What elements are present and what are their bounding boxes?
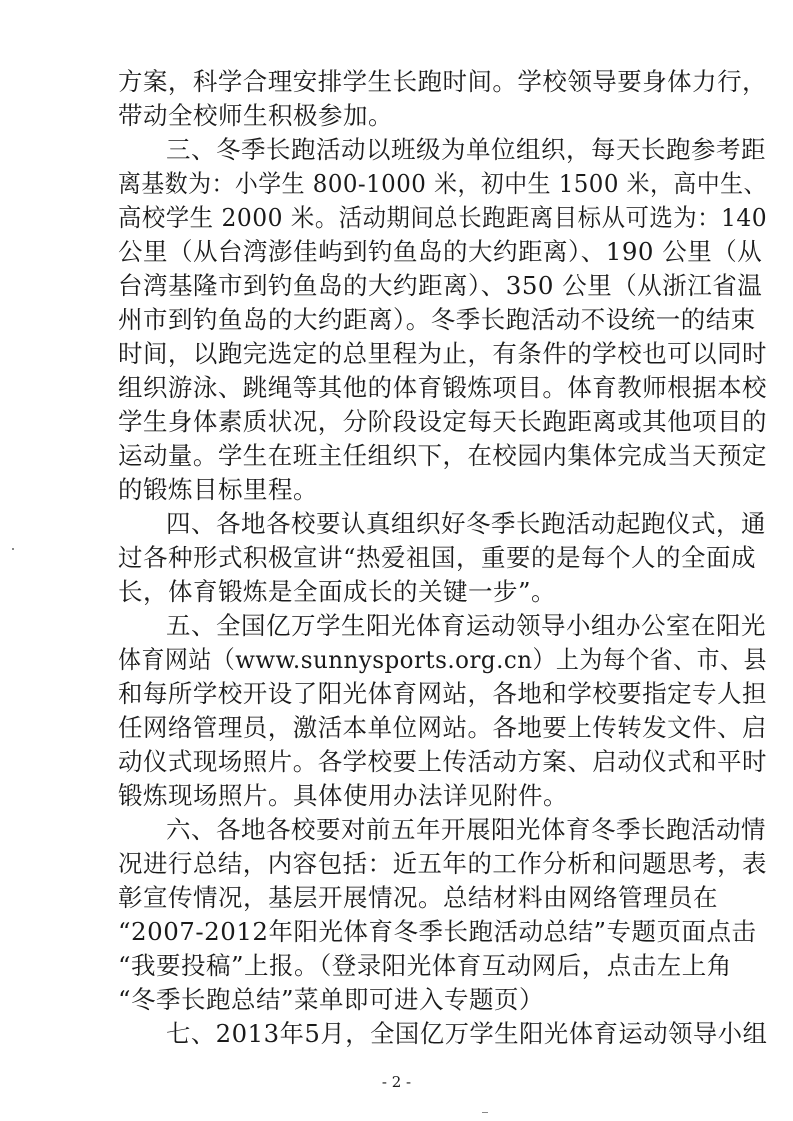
text-line: 锻炼现场照片。具体使用办法详见附件。	[118, 781, 568, 810]
text-line: 台湾基隆市到钓鱼岛的大约距离）、350 公里（从浙江省温	[118, 271, 763, 300]
text-line: “我要投稿”上报。（登录阳光体育互动网后，点击左上角	[118, 951, 732, 980]
text-line: 的锻炼目标里程。	[118, 475, 318, 504]
scan-speck	[482, 1112, 488, 1113]
text-line: 任网络管理员，激活本单位网站。各地要上传转发文件、启	[118, 713, 768, 742]
text-line: 七、2013年5月，全国亿万学生阳光体育运动领导小组	[166, 1019, 768, 1048]
text-line: 五、全国亿万学生阳光体育运动领导小组办公室在阳光	[166, 611, 766, 640]
text-line: 带动全校师生积极参加。	[118, 101, 393, 130]
text-line: 公里（从台湾澎佳屿到钓鱼岛的大约距离）、190 公里（从	[118, 237, 763, 266]
text-line: 三、冬季长跑活动以班级为单位组织，每天长跑参考距	[166, 135, 766, 164]
text-line: 四、各地各校要认真组织好冬季长跑活动起跑仪式，通	[166, 509, 766, 538]
text-line: 州市到钓鱼岛的大约距离）。冬季长跑活动不设统一的结束	[118, 305, 756, 334]
text-line: 况进行总结，内容包括：近五年的工作分析和问题思考，表	[118, 849, 768, 878]
text-line: 六、各地各校要对前五年开展阳光体育冬季长跑活动情	[166, 815, 766, 844]
text-line: 和每所学校开设了阳光体育网站，各地和学校要指定专人担	[118, 679, 768, 708]
text-line: 彰宣传情况，基层开展情况。总结材料由网络管理员在	[118, 883, 718, 912]
text-line: 运动量。学生在班主任组织下，在校园内集体完成当天预定	[118, 441, 768, 470]
text-line: 学生身体素质状况，分阶段设定每天长跑距离或其他项目的	[118, 407, 768, 436]
text-line: 体育网站（www.sunnysports.org.cn）上为每个省、市、县	[118, 645, 767, 674]
scan-speck	[12, 548, 14, 550]
text-line: “冬季长跑总结”菜单即可进入专题页）	[118, 985, 545, 1014]
text-line: “2007-2012年阳光体育冬季长跑活动总结”专题页面点击	[118, 917, 757, 946]
text-line: 离基数为：小学生 800-1000 米，初中生 1500 米，高中生、	[118, 169, 767, 198]
text-line: 过各种形式积极宣讲“热爱祖国，重要的是每个人的全面成	[118, 543, 757, 572]
text-line: 时间，以跑完选定的总里程为止，有条件的学校也可以同时	[118, 339, 768, 368]
page-number: - 2 -	[381, 1073, 412, 1091]
text-line: 高校学生 2000 米。活动期间总长跑距离目标从可选为：140	[118, 203, 768, 232]
text-line: 方案，科学合理安排学生长跑时间。学校领导要身体力行，	[118, 67, 768, 96]
text-line: 动仪式现场照片。各学校要上传活动方案、启动仪式和平时	[118, 747, 768, 776]
text-line: 组织游泳、跳绳等其他的体育锻炼项目。体育教师根据本校	[118, 373, 768, 402]
text-line: 长，体育锻炼是全面成长的关键一步”。	[118, 577, 557, 606]
